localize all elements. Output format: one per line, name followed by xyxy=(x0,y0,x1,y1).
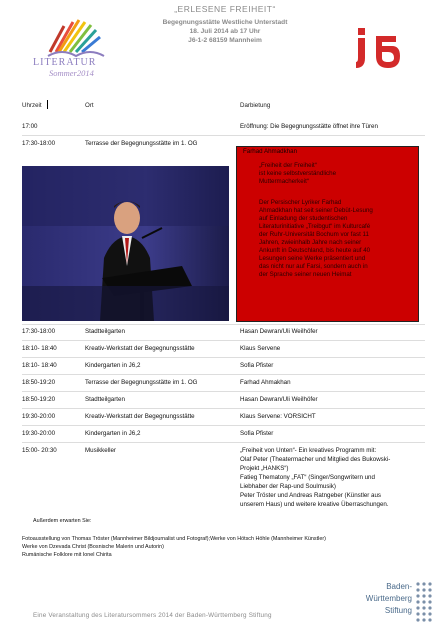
row-event: Sofia Pfister xyxy=(240,362,274,369)
row-time: 17:30-18:00 xyxy=(22,140,56,147)
row-event: Hasan Dewran/Uli Weilhöfer xyxy=(240,396,318,403)
text-cursor xyxy=(47,100,48,109)
feature-body-line: auf Einladung der studentischen xyxy=(259,215,348,222)
musikkeller-line: „Freiheit von Unten“- Ein kreatives Programm mit: xyxy=(240,447,377,454)
feature-body-line: das nicht nur auf Farsi, sondern auch in xyxy=(259,263,368,270)
row-time: 18:50-19:20 xyxy=(22,379,56,386)
row-divider xyxy=(22,135,425,136)
row-event: Klaus Servene xyxy=(240,345,281,352)
row-time: 17:00 xyxy=(22,123,38,130)
musikkeller-line: Peter Tröster und Andreas Ratngeber (Künstler aus xyxy=(240,492,382,499)
row-divider xyxy=(22,442,425,443)
row-divider xyxy=(22,425,425,426)
row-time: 18:10- 18:40 xyxy=(22,362,57,369)
feature-body-line: der Sprache seiner neuen Heimat xyxy=(259,271,352,278)
feature-body-line: Jahren, zwieinhalb Jahre nach seiner xyxy=(259,239,362,246)
musikkeller-line: unserem Haus) und weitere kreative Überraschungen. xyxy=(240,501,389,508)
dot-grid-icon xyxy=(414,580,434,626)
j6-logo xyxy=(356,26,412,72)
col-time-header: Uhrzeit xyxy=(22,102,42,109)
row-event: Farhad Ahmakhan xyxy=(240,379,291,386)
row-place: Kreativ-Werkstatt der Begegnungsstätte xyxy=(85,345,195,352)
bw-line: Stiftung xyxy=(384,606,412,615)
row-divider xyxy=(22,357,425,358)
footer-text: Eine Veranstaltung des Literatursommers 2014 der Baden-Württemberg Stiftung xyxy=(33,612,272,619)
row-place: Terrasse der Begegnungsstätte im 1. OG xyxy=(85,379,198,386)
col-place-header: Ort xyxy=(85,102,94,109)
row-divider xyxy=(22,374,425,375)
musikkeller-line: Projekt „HANKS“) xyxy=(240,465,289,472)
feature-body-line: Lesungen seine Werke präsentiert und xyxy=(259,255,366,262)
musikkeller-line: Fatieg Thematony „FAT“ (Singer/Songwritern und xyxy=(240,474,375,481)
row-place: Kreativ-Werkstatt der Begegnungsstätte xyxy=(85,413,195,420)
row-event: Sofia Pfister xyxy=(240,430,274,437)
row-time: 15:00- 20:30 xyxy=(22,447,57,454)
row-place: Musikkeller xyxy=(85,447,116,454)
row-time: 17:30-18:00 xyxy=(22,328,56,335)
row-divider xyxy=(22,391,425,392)
speaker-photo xyxy=(22,166,229,321)
row-place: Kindergarten in J6,2 xyxy=(85,362,141,369)
book-rays-icon xyxy=(40,14,112,58)
row-divider xyxy=(22,408,425,409)
feature-body-line: Ahmadkhan hat seit seiner Debüt-Lesung xyxy=(259,207,373,214)
extras-line: Fotoausstellung von Thomas Tröster (Mannheimer Bildjournalist und Fotograf);Werke von Hötsch Höhle (Mannheimer Künstler) xyxy=(22,536,326,542)
bw-stiftung-logo xyxy=(362,578,436,628)
row-event: Klaus Servene: VORSICHT xyxy=(240,413,316,420)
feature-body-line: der Ruhr-Universität Bochum vor fast 11 xyxy=(259,231,369,238)
row-place: Stadtteilgarten xyxy=(85,328,125,335)
row-time: 19:30-20:00 xyxy=(22,430,56,437)
row-time: 18:50-19:20 xyxy=(22,396,56,403)
row-event: Hasan Dewran/Uli Weilhöfer xyxy=(240,328,318,335)
row-divider xyxy=(22,340,425,341)
feature-body-line: Literaturinitiative „Treibgut“ im Kulturcafé xyxy=(259,223,371,230)
row-time: 18:10- 18:40 xyxy=(22,345,57,352)
j6-logo-icon xyxy=(356,26,412,72)
extras-line: Rumänische Folklore mit Ionel Chirita xyxy=(22,552,112,558)
feature-quote-line: „Freiheit der Freiheit“ xyxy=(259,162,317,169)
venue-line: Begegnungsstätte Westliche Unterstadt xyxy=(162,19,288,26)
row-time: 19:30-20:00 xyxy=(22,413,56,420)
feature-quote-line: ist keine selbstverständliche xyxy=(259,170,337,177)
feature-body-line: Ankunft in Deutschland, bis heute auf 40 xyxy=(259,247,371,254)
musikkeller-line: Olaf Peter (Theatermacher und Mitglied des Bukowski- xyxy=(240,456,391,463)
event-title: „ERLESENE FREIHEIT“ xyxy=(174,4,276,14)
extras-line: Werke von Dzevada Christ (Bosnische Malerin und Autorin) xyxy=(22,544,164,550)
row-event: Eröffnung: Die Begegnungsstätte öffnet ihre Türen xyxy=(240,123,378,130)
feature-box xyxy=(236,146,419,322)
date-line: 18. Juli 2014 ab 17 Uhr xyxy=(189,28,261,35)
row-place: Kindergarten in J6,2 xyxy=(85,430,141,437)
row-place: Stadtteilgarten xyxy=(85,396,125,403)
col-event-header: Darbietung xyxy=(240,102,271,109)
extras-heading: Außerdem erwarten Sie: xyxy=(33,518,92,524)
bw-line: Baden- xyxy=(386,582,412,591)
bw-line: Württemberg xyxy=(365,594,412,603)
feature-body-line: Der Persischer Lyriker Farhad xyxy=(259,199,342,206)
feature-quote-line: Muttermacherkeit“ xyxy=(259,178,309,185)
row-place: Terrasse der Begegnungsstätte im 1. OG xyxy=(85,140,198,147)
musikkeller-line: Liebhaber der Rap-und Soulmusik) xyxy=(240,483,336,490)
row-divider xyxy=(22,324,425,325)
logo-word: LITERATUR xyxy=(33,57,97,68)
feature-name: Farhad Ahmadkhan xyxy=(243,148,298,155)
address-line: J6-1-2 68159 Mannheim xyxy=(188,37,262,44)
logo-sub: Sommer2014 xyxy=(49,68,94,78)
